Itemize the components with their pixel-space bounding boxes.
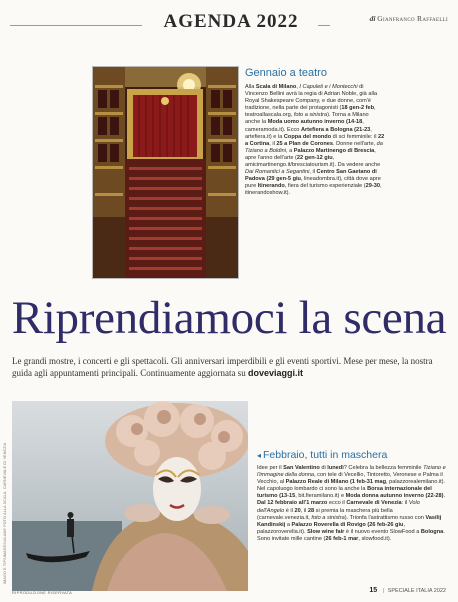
photo-credit: IMAGO E TIPSIMAGES/ALAMY FOTO ALLA SCALA, CARNEVALE DI VENEZIA bbox=[3, 442, 7, 584]
site-link[interactable]: doveviaggi.it bbox=[247, 368, 303, 378]
text-run: , lineadombra.it), città dove apre pure bbox=[245, 176, 381, 190]
text-run: Moda uomo autunno inverno (14-18 bbox=[267, 119, 363, 126]
text-run: Vasilij Kandinskij bbox=[257, 514, 442, 528]
text-run: ? Celebra la bellezza femminile bbox=[343, 465, 424, 471]
header-rule-right bbox=[318, 25, 330, 26]
text-run: Coppa del mondo bbox=[283, 133, 332, 140]
venice-carnival-photo bbox=[12, 401, 248, 591]
february-heading-text: Febbraio, tutti in maschera bbox=[263, 449, 388, 461]
text-run: , bit.fieramilano.it) e bbox=[295, 493, 346, 500]
text-run: 28 bbox=[307, 507, 315, 514]
text-run: , a bbox=[286, 147, 294, 154]
text-run: , itinerandoshow.it). bbox=[245, 183, 382, 197]
text-run: : il bbox=[401, 500, 409, 507]
text-run: Centro San Gaetano di Padova (29 gen-5 giu bbox=[245, 169, 377, 183]
text-run: Slow wine fair bbox=[307, 528, 345, 535]
text-run: , slowfood.it). bbox=[358, 535, 392, 542]
text-run: ). Trionfa l'astrattismo russo con bbox=[344, 514, 426, 521]
text-run: da Tiziano a Boldini bbox=[245, 140, 383, 154]
text-run: , il bbox=[300, 507, 308, 514]
text-run: , il bbox=[309, 169, 317, 176]
text-run: , con tele di Vecellio, Tintoretto, Veronese e Palma il Vecchio, al bbox=[257, 472, 443, 486]
copyright-notice: RIPRODUZIONE RISERVATA bbox=[12, 590, 73, 595]
january-heading: Gennaio a teatro bbox=[245, 67, 327, 79]
text-run: Artefiera a Bologna (21-23 bbox=[300, 126, 371, 133]
text-run: , bbox=[296, 84, 300, 90]
text-run: 29-30 bbox=[365, 183, 380, 190]
text-run: foto a sinistra bbox=[293, 112, 328, 119]
text-run: Volo dell'Angelo bbox=[257, 500, 420, 514]
byline-author: Gianfranco Raffaelli bbox=[377, 14, 448, 23]
arrow-left-icon: ◂ bbox=[257, 451, 262, 460]
text-run: 22 a Cortina bbox=[245, 133, 385, 147]
text-run: 18 gen-2 feb bbox=[341, 105, 375, 112]
text-run: Palazzo Reale di Milano (1 feb-31 mag bbox=[285, 479, 387, 486]
text-run: 20 bbox=[294, 507, 301, 514]
february-heading bbox=[257, 449, 387, 461]
text-run: è il nuovo evento SlowFood a bbox=[344, 528, 421, 535]
text-run: si premia la maschera più bella (carnevale.venezia.it, bbox=[257, 507, 393, 521]
byline bbox=[370, 14, 448, 23]
text-run: di bbox=[319, 465, 328, 471]
text-run: 25 a Plan de Corones bbox=[276, 140, 333, 147]
publication-name: SPECIALE ITALIA 2022 bbox=[387, 588, 446, 594]
text-run: lunedì bbox=[327, 465, 344, 471]
text-run: Dal 12 febbraio all'1 marzo bbox=[257, 500, 328, 507]
text-run: a bbox=[285, 521, 292, 528]
text-run: , teatroallascala.org, bbox=[245, 105, 376, 119]
text-run: Bologna bbox=[420, 528, 444, 535]
main-headline: Riprendiamoci la scena bbox=[11, 292, 447, 344]
page-number: 15 bbox=[369, 587, 378, 594]
text-run: Dai Romantici a Segantini bbox=[245, 169, 310, 176]
text-run: , cameramoda.it). Ecco bbox=[245, 119, 364, 133]
text-run: . Sono invitate mille cantine ( bbox=[257, 528, 445, 542]
text-run: Itinerando bbox=[257, 183, 285, 190]
text-run: 22 gen-12 giu bbox=[296, 154, 333, 161]
text-run: Idee per il bbox=[257, 465, 284, 471]
text-run: di Vincenzo Bellini avrà la regia di Adrian Noble, già alla Royal Shakespeare Company, e due donne, com'è tradizione, nella parte dei protagonisti ( bbox=[245, 84, 378, 112]
text-run: Alla bbox=[245, 84, 256, 90]
text-run: Moda donna autunno inverno (22-28) bbox=[345, 493, 444, 500]
text-run: ). Torna a Milano anche la bbox=[245, 112, 369, 126]
january-text bbox=[245, 84, 385, 280]
february-text bbox=[257, 465, 447, 587]
text-run: è il bbox=[284, 507, 295, 514]
text-run: Palazzo Roverella di Rovigo (26 feb-26 giu bbox=[291, 521, 404, 528]
text-run: , palazzoroverella.it). bbox=[257, 521, 405, 535]
text-run: Carnevale di Venezia bbox=[346, 500, 402, 507]
text-run: , amicimartinengo.it/bresciatourism.it). Da vedere anche bbox=[245, 154, 381, 169]
text-run: foto a sinistra bbox=[311, 514, 345, 521]
page-footer bbox=[369, 587, 446, 594]
text-run: I Capuleti e i Montecchi bbox=[299, 84, 358, 90]
text-run: , il bbox=[269, 140, 277, 147]
text-run: Scala di Milano bbox=[255, 84, 297, 90]
intro-body: Le grandi mostre, i concerti e gli spettacoli. Gli anniversari imperdibili e gli eventi sportivi. Mese per mese, la nostra guida agli appuntamenti principali. Continuamente aggiornata su bbox=[12, 356, 433, 378]
header-rule-left bbox=[10, 25, 142, 26]
text-run: , apre l'anno dell'arte ( bbox=[245, 147, 376, 161]
text-run: Palazzo Martinengo di Brescia bbox=[293, 147, 375, 154]
text-run: ecco il bbox=[327, 500, 347, 507]
byline-prefix: di bbox=[369, 14, 376, 23]
text-run: , fiera del turismo esperienziale ( bbox=[284, 183, 366, 190]
text-run: di sci femminile: il bbox=[331, 133, 379, 140]
page-title: AGENDA 2022 bbox=[163, 11, 299, 32]
intro-text bbox=[12, 355, 448, 379]
text-run: 26 feb-1 mar bbox=[325, 535, 359, 542]
text-run: . Donne nell'arte, bbox=[333, 140, 377, 147]
text-run: San Valentino bbox=[283, 465, 320, 471]
text-run: . bbox=[443, 493, 446, 500]
text-run: Tiziano e l'immagine della donna bbox=[257, 465, 446, 479]
text-run: Borsa internazionale del turismo (13-15 bbox=[257, 486, 432, 500]
text-run: , artefiera.it) e la bbox=[245, 126, 372, 140]
teatro-alla-scala-photo bbox=[92, 66, 239, 279]
footer-separator: | bbox=[382, 588, 385, 594]
text-run: , palazzorealemilano.it). Nel capoluogo lombardo ci sono la anche la bbox=[257, 479, 446, 493]
